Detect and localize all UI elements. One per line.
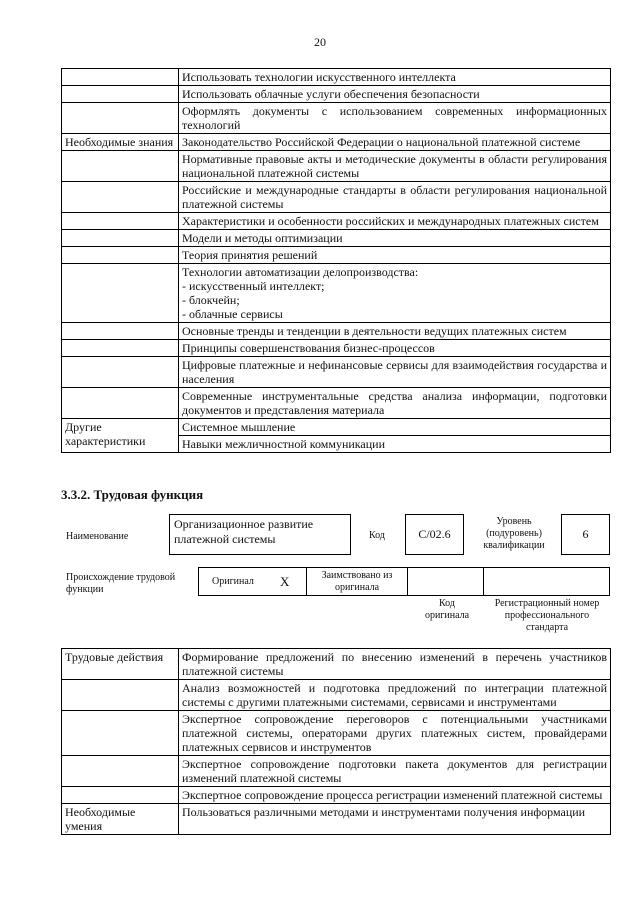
table-cell: Навыки межличностной коммуникации xyxy=(179,436,611,453)
code-value-box xyxy=(405,514,464,555)
origin-label: Происхождение трудовой функции xyxy=(66,572,176,595)
other-characteristics-label: Другие характеристики xyxy=(62,419,179,453)
reg-number-cell xyxy=(483,567,610,596)
code-value: C/02.6 xyxy=(418,527,451,541)
table-cell: Экспертное сопровождение процесса регистрации изменений платежной системы xyxy=(179,787,611,804)
table-cell: Анализ возможностей и подготовка предложений по интеграции платежной системы с другими платежными системами, сервисами и инструментами xyxy=(179,680,611,711)
knowledge-table xyxy=(61,68,611,453)
table-cell: Формирование предложений по внесению изменений в перечень участников платежной системы xyxy=(179,649,611,680)
table-cell: Экспертное сопровождение переговоров с потенциальными участниками платежной системы, операторами других платежных систем, провайдерами платежных сервисов и инструментов xyxy=(179,711,611,756)
table-cell: Модели и методы оптимизации xyxy=(179,230,611,247)
table-cell: Нормативные правовые акты и методические документы в области регулирования национальной платежной системы xyxy=(179,151,611,182)
table-cell: Технологии автоматизации делопроизводства: - искусственный интеллект; - блокчейн; - облачные сервисы xyxy=(179,264,611,323)
table-cell: Принципы совершенствования бизнес-процессов xyxy=(179,340,611,357)
table-cell: Цифровые платежные и нефинансовые сервисы для взаимодействия государства и населения xyxy=(179,357,611,388)
name-label: Наименование xyxy=(66,531,129,542)
table-cell: Основные тренды и тенденции в деятельности ведущих платежных систем xyxy=(179,323,611,340)
name-value: Организационное развитие платежной системы xyxy=(174,517,314,546)
table-cell: Современные инструментальные средства анализа информации, подготовки документов и представления материала xyxy=(179,388,611,419)
page-number: 20 xyxy=(314,35,326,49)
code-label: Код xyxy=(369,530,385,541)
required-skills-label: Необходимые умения xyxy=(62,804,179,835)
level-label: Уровень (подуровень) квалификации xyxy=(483,516,545,551)
table-cell: Теория принятия решений xyxy=(179,247,611,264)
reg-number-label: Регистрационный номер профессионального стандарта xyxy=(494,598,600,633)
table-cell: Использовать облачные услуги обеспечения безопасности xyxy=(179,86,611,103)
labor-actions-table xyxy=(61,648,611,835)
table-cell-empty xyxy=(62,69,179,86)
table-cell: Использовать технологии искусственного интеллекта xyxy=(179,69,611,86)
name-value-box xyxy=(169,514,351,555)
table-cell: Пользоваться различными методами и инструментами получения информации xyxy=(179,804,611,835)
knowledge-label: Необходимые знания xyxy=(62,134,179,151)
level-value-box xyxy=(561,514,610,555)
code-original-label: Код оригинала xyxy=(424,598,470,621)
table-cell: Системное мышление xyxy=(179,419,611,436)
labor-actions-label: Трудовые действия xyxy=(62,649,179,680)
table-cell: Оформлять документы с использованием современных информационных технологий xyxy=(179,103,611,134)
original-mark: X xyxy=(280,574,290,589)
borrowed-label: Заимствовано из оригинала xyxy=(321,570,393,593)
section-heading: 3.3.2. Трудовая функция xyxy=(61,487,204,502)
table-cell: Российские и международные стандарты в области регулирования национальной платежной системы xyxy=(179,182,611,213)
original-label: Оригинал xyxy=(212,576,254,587)
table-cell: Законодательство Российской Федерации о национальной платежной системе xyxy=(179,134,611,151)
level-value: 6 xyxy=(582,527,589,541)
table-cell: Характеристики и особенности российских и международных платежных систем xyxy=(179,213,611,230)
table-cell: Экспертное сопровождение подготовки пакета документов для регистрации изменений платежной системы xyxy=(179,756,611,787)
